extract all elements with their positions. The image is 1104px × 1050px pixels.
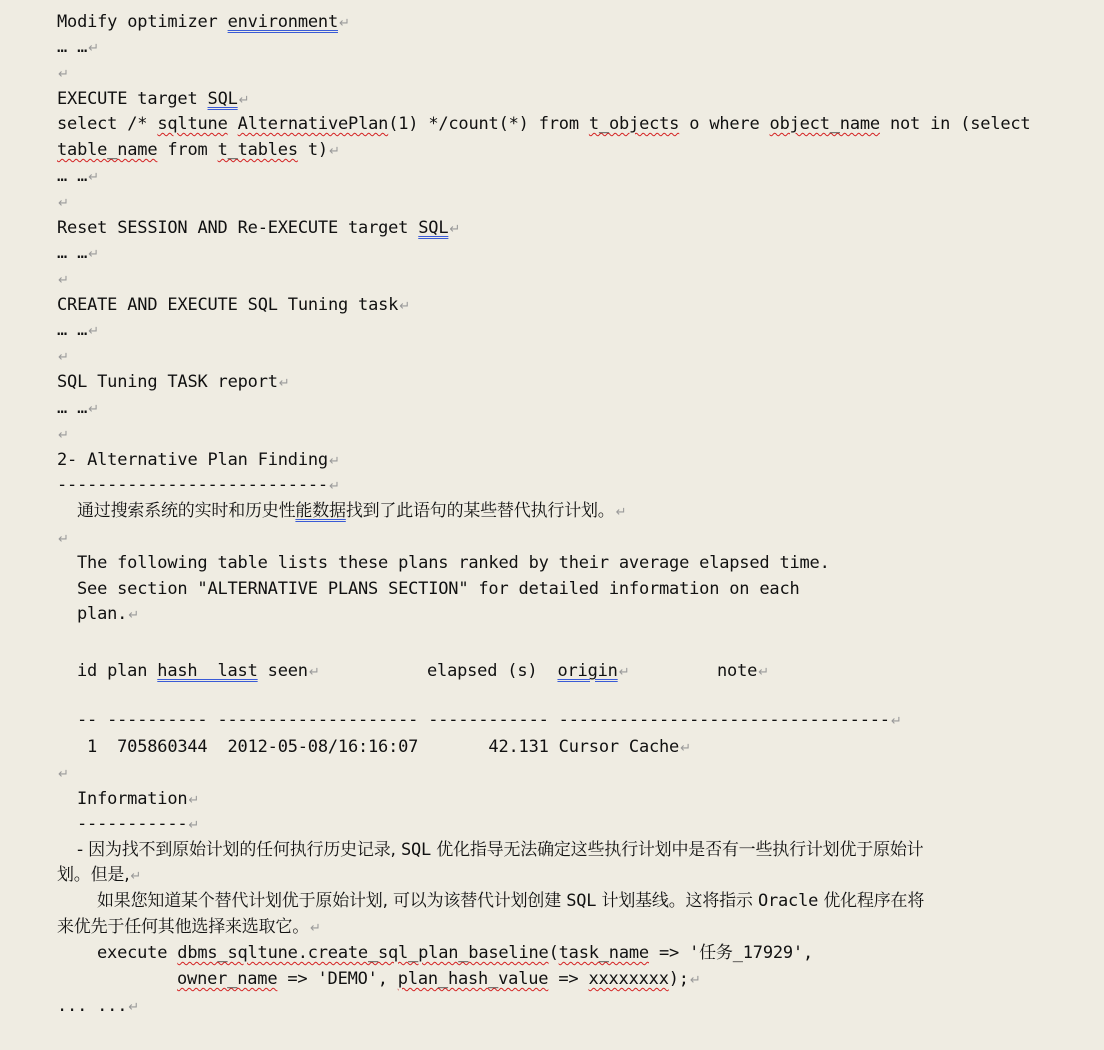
document-line: [77, 603, 139, 625]
document-line: [57, 319, 99, 341]
paragraph-mark-icon: ↵: [328, 479, 340, 494]
document-line: [57, 242, 99, 264]
document-line: [57, 371, 289, 393]
grammar-marked-text: SQL: [418, 218, 449, 238]
document-line: [57, 217, 460, 239]
paragraph-mark-icon: ↵: [890, 714, 902, 729]
paragraph-mark-icon: ↵: [278, 376, 290, 391]
document-line: [57, 345, 69, 367]
spellcheck-word: dbms_sqltune.create_sql_plan_baseline: [177, 943, 549, 963]
paragraph-mark-icon: ↵: [58, 767, 69, 782]
document-line: [97, 942, 813, 964]
grammar-marked-text: hash last: [157, 661, 258, 681]
line-text: ... ...: [57, 996, 128, 1016]
line-text: 2- Alternative Plan Finding: [57, 450, 328, 470]
document-line: [77, 578, 800, 600]
document-line: [57, 139, 340, 161]
line-text: - 因为找不到原始计划的任何执行历史记录,: [77, 840, 401, 860]
spellcheck-word: AlternativePlan: [237, 114, 389, 134]
paragraph-mark-icon: ↵: [758, 665, 769, 680]
line-text: The following table lists these plans ranked by their average elapsed time.: [77, 553, 830, 573]
paragraph-mark-icon: ↵: [188, 793, 200, 808]
document-line: [57, 11, 350, 33]
document-line: [77, 788, 199, 810]
line-text: (: [548, 943, 559, 963]
grammar-marked-text: 能数据: [295, 501, 346, 521]
paragraph-mark-icon: ↵: [128, 608, 139, 623]
line-text: 优化指导无法确定这些执行计划中是否有一些执行计划优于原始计: [431, 840, 924, 860]
line-text: elapsed (s): [427, 661, 558, 681]
document-line: [77, 839, 923, 861]
document-line: [57, 995, 139, 1017]
document-line: [57, 62, 69, 84]
spellcheck-word: sqltune: [157, 114, 228, 134]
paragraph-mark-icon: ↵: [88, 41, 99, 56]
spellcheck-word: t_objects: [588, 114, 680, 134]
document-line: [57, 527, 69, 549]
line-text: Oracle: [757, 891, 819, 911]
spellcheck-word: owner_name: [177, 969, 278, 989]
line-text: … …: [57, 398, 88, 418]
paragraph-mark-icon: ↵: [328, 144, 340, 159]
document-line: [57, 113, 1030, 135]
spellcheck-word: table_name: [57, 140, 158, 160]
paragraph-mark-icon: ↵: [130, 869, 142, 884]
paragraph-mark-icon: ↵: [188, 818, 200, 833]
line-text: id plan: [77, 661, 158, 681]
grammar-marked-text: origin: [557, 661, 618, 681]
line-text: seen: [257, 661, 308, 681]
line-text: =>: [548, 969, 589, 989]
line-text: 划。但是,: [57, 865, 130, 885]
document-line: [57, 449, 340, 471]
line-text: (1) */count(*) from: [388, 114, 589, 134]
line-text: execute: [97, 943, 178, 963]
line-text: 找到了此语句的某些替代执行计划。: [345, 501, 615, 521]
paragraph-mark-icon: ↵: [58, 196, 69, 211]
line-text: EXECUTE target: [57, 89, 208, 109]
spellcheck-word: plan_hash_value: [397, 969, 549, 989]
paragraph-mark-icon: ↵: [308, 665, 320, 680]
line-text: 通过搜索系统的实时和历史性: [77, 501, 296, 521]
document-line: [77, 709, 902, 731]
paragraph-mark-icon: ↵: [58, 273, 69, 288]
paragraph-mark-icon: ↵: [88, 247, 99, 262]
line-text: … …: [57, 243, 88, 263]
line-text: note: [717, 661, 758, 681]
document-line: [57, 397, 99, 419]
document-line: [57, 423, 69, 445]
line-text: -- ---------- -------------------- ------------ ---------------------------------: [77, 710, 890, 730]
document-line: [77, 552, 830, 574]
line-text: from: [157, 140, 218, 160]
paragraph-mark-icon: ↵: [128, 1000, 139, 1015]
paragraph-mark-icon: ↵: [88, 402, 99, 417]
document-line: [77, 660, 320, 682]
spellcheck-word: task_name: [558, 943, 649, 963]
paragraph-mark-icon: ↵: [58, 350, 69, 365]
paragraph-mark-icon: ↵: [680, 741, 691, 756]
line-text: 计划基线。这将指示: [596, 891, 758, 911]
spellcheck-word: object_name: [769, 114, 880, 134]
line-text: Information: [77, 789, 188, 809]
line-text: Reset SESSION AND Re-EXECUTE target: [57, 218, 419, 238]
line-text: … …: [57, 320, 88, 340]
document-line: [57, 88, 249, 110]
line-text: => 'DEMO',: [277, 969, 398, 989]
document-line: [717, 660, 769, 682]
spellcheck-word: xxxxxxxx: [588, 969, 669, 989]
line-text: 1 705860344 2012-05-08/16:16:07 42.131 Cursor Cache: [77, 737, 680, 757]
document-line: [97, 890, 924, 912]
document-line: [57, 916, 321, 938]
document-line: [57, 191, 69, 213]
document-line: [57, 294, 410, 316]
paragraph-mark-icon: ↵: [618, 665, 630, 680]
paragraph-mark-icon: ↵: [58, 67, 69, 82]
document-line: [57, 165, 99, 187]
line-text: -----------: [77, 814, 188, 834]
line-text: );: [668, 969, 689, 989]
line-text: … …: [57, 37, 88, 57]
document-line: [77, 813, 199, 835]
document-line: [77, 500, 626, 522]
line-text: 如果您知道某个替代计划优于原始计划, 可以为该替代计划创建: [97, 891, 567, 911]
spellcheck-word: t_tables: [217, 140, 298, 160]
line-text: SQL: [400, 840, 432, 860]
paragraph-mark-icon: ↵: [615, 505, 627, 520]
line-text: t): [297, 140, 328, 160]
paragraph-mark-icon: ↵: [689, 973, 701, 988]
line-text: not in (select: [879, 114, 1031, 134]
paragraph-mark-icon: ↵: [328, 454, 340, 469]
line-text: plan.: [77, 604, 128, 624]
paragraph-mark-icon: ↵: [399, 299, 410, 314]
line-text: 优化程序在将: [818, 891, 925, 911]
paragraph-mark-icon: ↵: [58, 428, 69, 443]
document-line: [57, 36, 99, 58]
document-line: [77, 736, 691, 758]
line-text: CREATE AND EXECUTE SQL Tuning task: [57, 295, 399, 315]
grammar-marked-text: SQL: [207, 89, 238, 109]
line-text: o where: [679, 114, 770, 134]
paragraph-mark-icon: ↵: [88, 324, 99, 339]
line-text: select /*: [57, 114, 158, 134]
document-line: [177, 968, 701, 990]
paragraph-mark-icon: ↵: [310, 921, 321, 936]
document-line: [57, 474, 340, 496]
paragraph-mark-icon: ↵: [88, 170, 99, 185]
line-text: See section "ALTERNATIVE PLANS SECTION" for detailed information on each: [77, 579, 800, 599]
paragraph-mark-icon: ↵: [58, 532, 69, 547]
paragraph-mark-icon: ↵: [338, 16, 350, 31]
line-text: SQL Tuning TASK report: [57, 372, 278, 392]
document-line: [57, 268, 69, 290]
grammar-marked-text: environment: [227, 12, 338, 32]
paragraph-mark-icon: ↵: [238, 93, 250, 108]
paragraph-mark-icon: ↵: [449, 222, 461, 237]
line-text: => '任务_17929',: [648, 943, 814, 963]
line-text: … …: [57, 166, 88, 186]
document-line: [57, 762, 69, 784]
line-text: [228, 114, 238, 134]
line-text: ---------------------------: [57, 475, 328, 495]
line-text: Modify optimizer: [57, 12, 228, 32]
document-line: [57, 864, 141, 886]
line-text: SQL: [566, 891, 597, 911]
line-text: 来优先于任何其他选择来选取它。: [57, 917, 309, 937]
document-line: [427, 660, 629, 682]
